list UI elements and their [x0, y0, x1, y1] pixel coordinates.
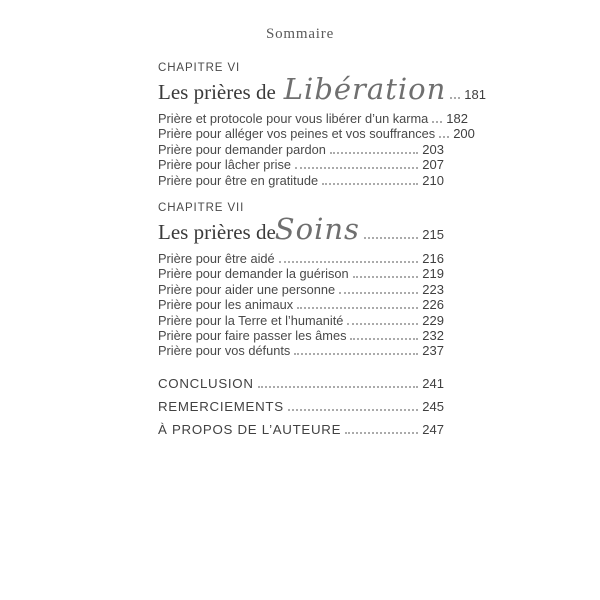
toc-entry: [158, 111, 468, 126]
chapter-title-row: [158, 212, 444, 248]
dotted-leader: [339, 292, 418, 294]
toc-entry: [158, 251, 444, 266]
entry-label: Prière pour lâcher prise: [158, 157, 292, 173]
entry-label: Prière pour aider une personne: [158, 281, 336, 297]
page-number: 241: [422, 375, 444, 391]
page-number: 223: [422, 281, 444, 297]
entry-label: Prière pour demander pardon: [158, 141, 326, 157]
entry-label: Prière pour la Terre et l’humanité: [158, 312, 344, 328]
page-number: 215: [422, 227, 444, 243]
entry-label: REMERCIEMENTS: [158, 398, 284, 414]
entry-label: CONCLUSION: [158, 375, 254, 391]
toc-entry: [158, 328, 444, 343]
chapter-title-script: Soins: [274, 212, 360, 247]
toc-content: [158, 62, 486, 446]
chapter-section-vii: [158, 202, 444, 359]
toc-entry: [158, 266, 444, 281]
chapter-title-prefix: Les prières de: [158, 220, 276, 245]
page-number: 216: [422, 251, 444, 267]
chapter-title-row: [158, 72, 486, 108]
page-number: 200: [453, 126, 475, 142]
chapter-label: CHAPITRE VI: [158, 62, 241, 74]
entry-label: Prière pour alléger vos peines et vos souffrances: [158, 126, 436, 142]
entry-label: Prière pour les animaux: [158, 297, 294, 313]
toc-entry: [158, 282, 444, 297]
toc-entry: [158, 377, 444, 391]
dotted-leader: [450, 97, 460, 99]
toc-entry: [158, 400, 444, 414]
page-number: 245: [422, 398, 444, 414]
page-number: 182: [446, 111, 468, 126]
dotted-leader: [345, 432, 418, 434]
page-number: 210: [422, 172, 444, 188]
dotted-leader: [353, 276, 419, 278]
dotted-leader: [294, 353, 418, 355]
dotted-leader: [347, 323, 418, 325]
page-number: 207: [422, 157, 444, 173]
dotted-leader: [295, 167, 418, 169]
chapter-section-vi: [158, 62, 486, 188]
page-number: 247: [422, 421, 444, 437]
toc-entry: [158, 142, 444, 157]
chapter-entries: [158, 111, 475, 188]
chapter-entries: [158, 251, 444, 359]
page-number: 219: [422, 266, 444, 282]
page-number: 237: [422, 343, 444, 359]
toc-entry: [158, 313, 444, 328]
entry-label: À PROPOS DE L’AUTEURE: [158, 421, 342, 437]
chapter-title-prefix: Les prières de: [158, 80, 276, 104]
dotted-leader: [364, 237, 418, 239]
page-number: 229: [422, 312, 444, 328]
entry-label: Prière pour être aidé: [158, 251, 275, 267]
toc-entry: [158, 423, 444, 437]
page-number: 181: [464, 87, 486, 102]
entry-label: Prière pour faire passer les âmes: [158, 328, 347, 344]
backmatter: [158, 377, 444, 437]
entry-label: Prière et protocole pour vous libérer d’un karma: [158, 111, 429, 126]
entry-label: Prière pour être en gratitude: [158, 172, 319, 188]
dotted-leader: [432, 121, 442, 123]
chapter-label: CHAPITRE VII: [158, 202, 245, 215]
toc-entry: [158, 157, 444, 172]
page-number: 203: [422, 141, 444, 157]
dotted-leader: [350, 338, 418, 340]
chapter-title-script: Libération: [283, 72, 447, 106]
dotted-leader: [330, 152, 418, 154]
dotted-leader: [279, 261, 419, 263]
entry-label: Prière pour vos défunts: [158, 343, 291, 359]
toc-entry: [158, 343, 444, 358]
page-number: 226: [422, 297, 444, 313]
page-number: 232: [422, 328, 444, 344]
dotted-leader: [288, 409, 418, 411]
entry-label: Prière pour demander la guérison: [158, 266, 349, 282]
dotted-leader: [297, 307, 418, 309]
dotted-leader: [439, 136, 449, 138]
toc-entry: [158, 126, 475, 142]
page-title: Sommaire: [265, 26, 335, 42]
toc-entry: [158, 297, 444, 312]
dotted-leader: [258, 386, 419, 388]
toc-entry: [158, 173, 444, 188]
dotted-leader: [322, 183, 418, 185]
